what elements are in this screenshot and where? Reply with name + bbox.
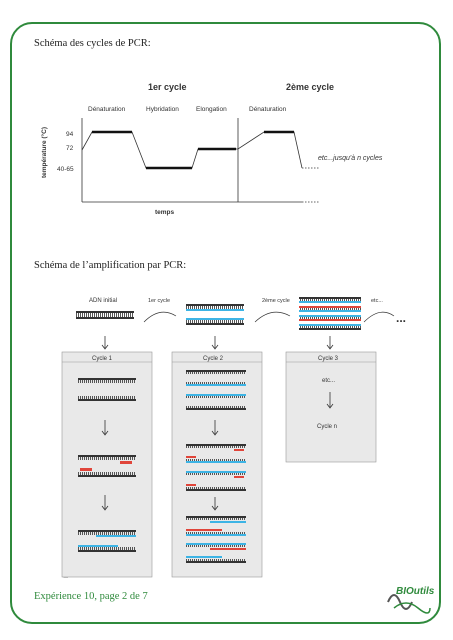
- phase-hybridation-label: Hybridation: [146, 106, 179, 113]
- phase-denaturation-label: Dénaturation: [88, 106, 126, 113]
- down-arrows: [102, 336, 333, 349]
- tick-72: 72: [66, 145, 74, 152]
- cycle1-box: [62, 352, 152, 577]
- cycle3-box: [286, 352, 376, 462]
- tick-40-65-label: 40-65: [57, 166, 74, 173]
- section-title-pcr-cycles: Schéma des cycles de PCR:: [34, 38, 151, 49]
- cycle3-box-title: Cycle 3: [318, 356, 339, 362]
- x-axis-title: temps: [155, 209, 175, 216]
- tick-94: 94: [66, 131, 74, 138]
- cycle2-arrow: [255, 312, 290, 322]
- arrow3-label: etc...: [371, 298, 383, 304]
- etc-cycles-note: etc...jusqu'à n cycles: [318, 155, 383, 162]
- arrow2-label: 2ème cycle: [262, 298, 290, 304]
- y-axis-title: température (°C): [41, 127, 48, 178]
- logo-text: BIOutils: [396, 586, 435, 597]
- ellipsis: ...: [396, 311, 407, 325]
- initial-dna-label: ADN initial: [89, 298, 118, 304]
- page-footer: Expérience 10, page 2 de 7: [34, 591, 148, 602]
- cycle2-box-title: Cycle 2: [203, 356, 224, 362]
- cycle2-product-dna: [299, 297, 361, 330]
- arrow1-label: 1er cycle: [148, 298, 171, 304]
- cycle2-box: [172, 352, 262, 577]
- cycle3-etc: etc...: [322, 378, 336, 384]
- cycle1-product-dna: [186, 304, 244, 325]
- cycle1-label: 1er cycle: [148, 82, 187, 92]
- phase-elongation-label: Elongation: [196, 106, 227, 113]
- cycle3-arrow: [364, 312, 394, 322]
- phase-denaturation2-label: Dénaturation: [249, 106, 287, 113]
- initial-dna: [76, 311, 134, 319]
- cycle2-label: 2ème cycle: [286, 82, 335, 92]
- section-title-amplification: Schéma de l’amplification par PCR:: [34, 260, 187, 271]
- cycle1-arrow: [144, 312, 176, 322]
- cycle1-box-title: Cycle 1: [92, 356, 113, 362]
- cycle-n-label: Cycle n: [317, 424, 338, 430]
